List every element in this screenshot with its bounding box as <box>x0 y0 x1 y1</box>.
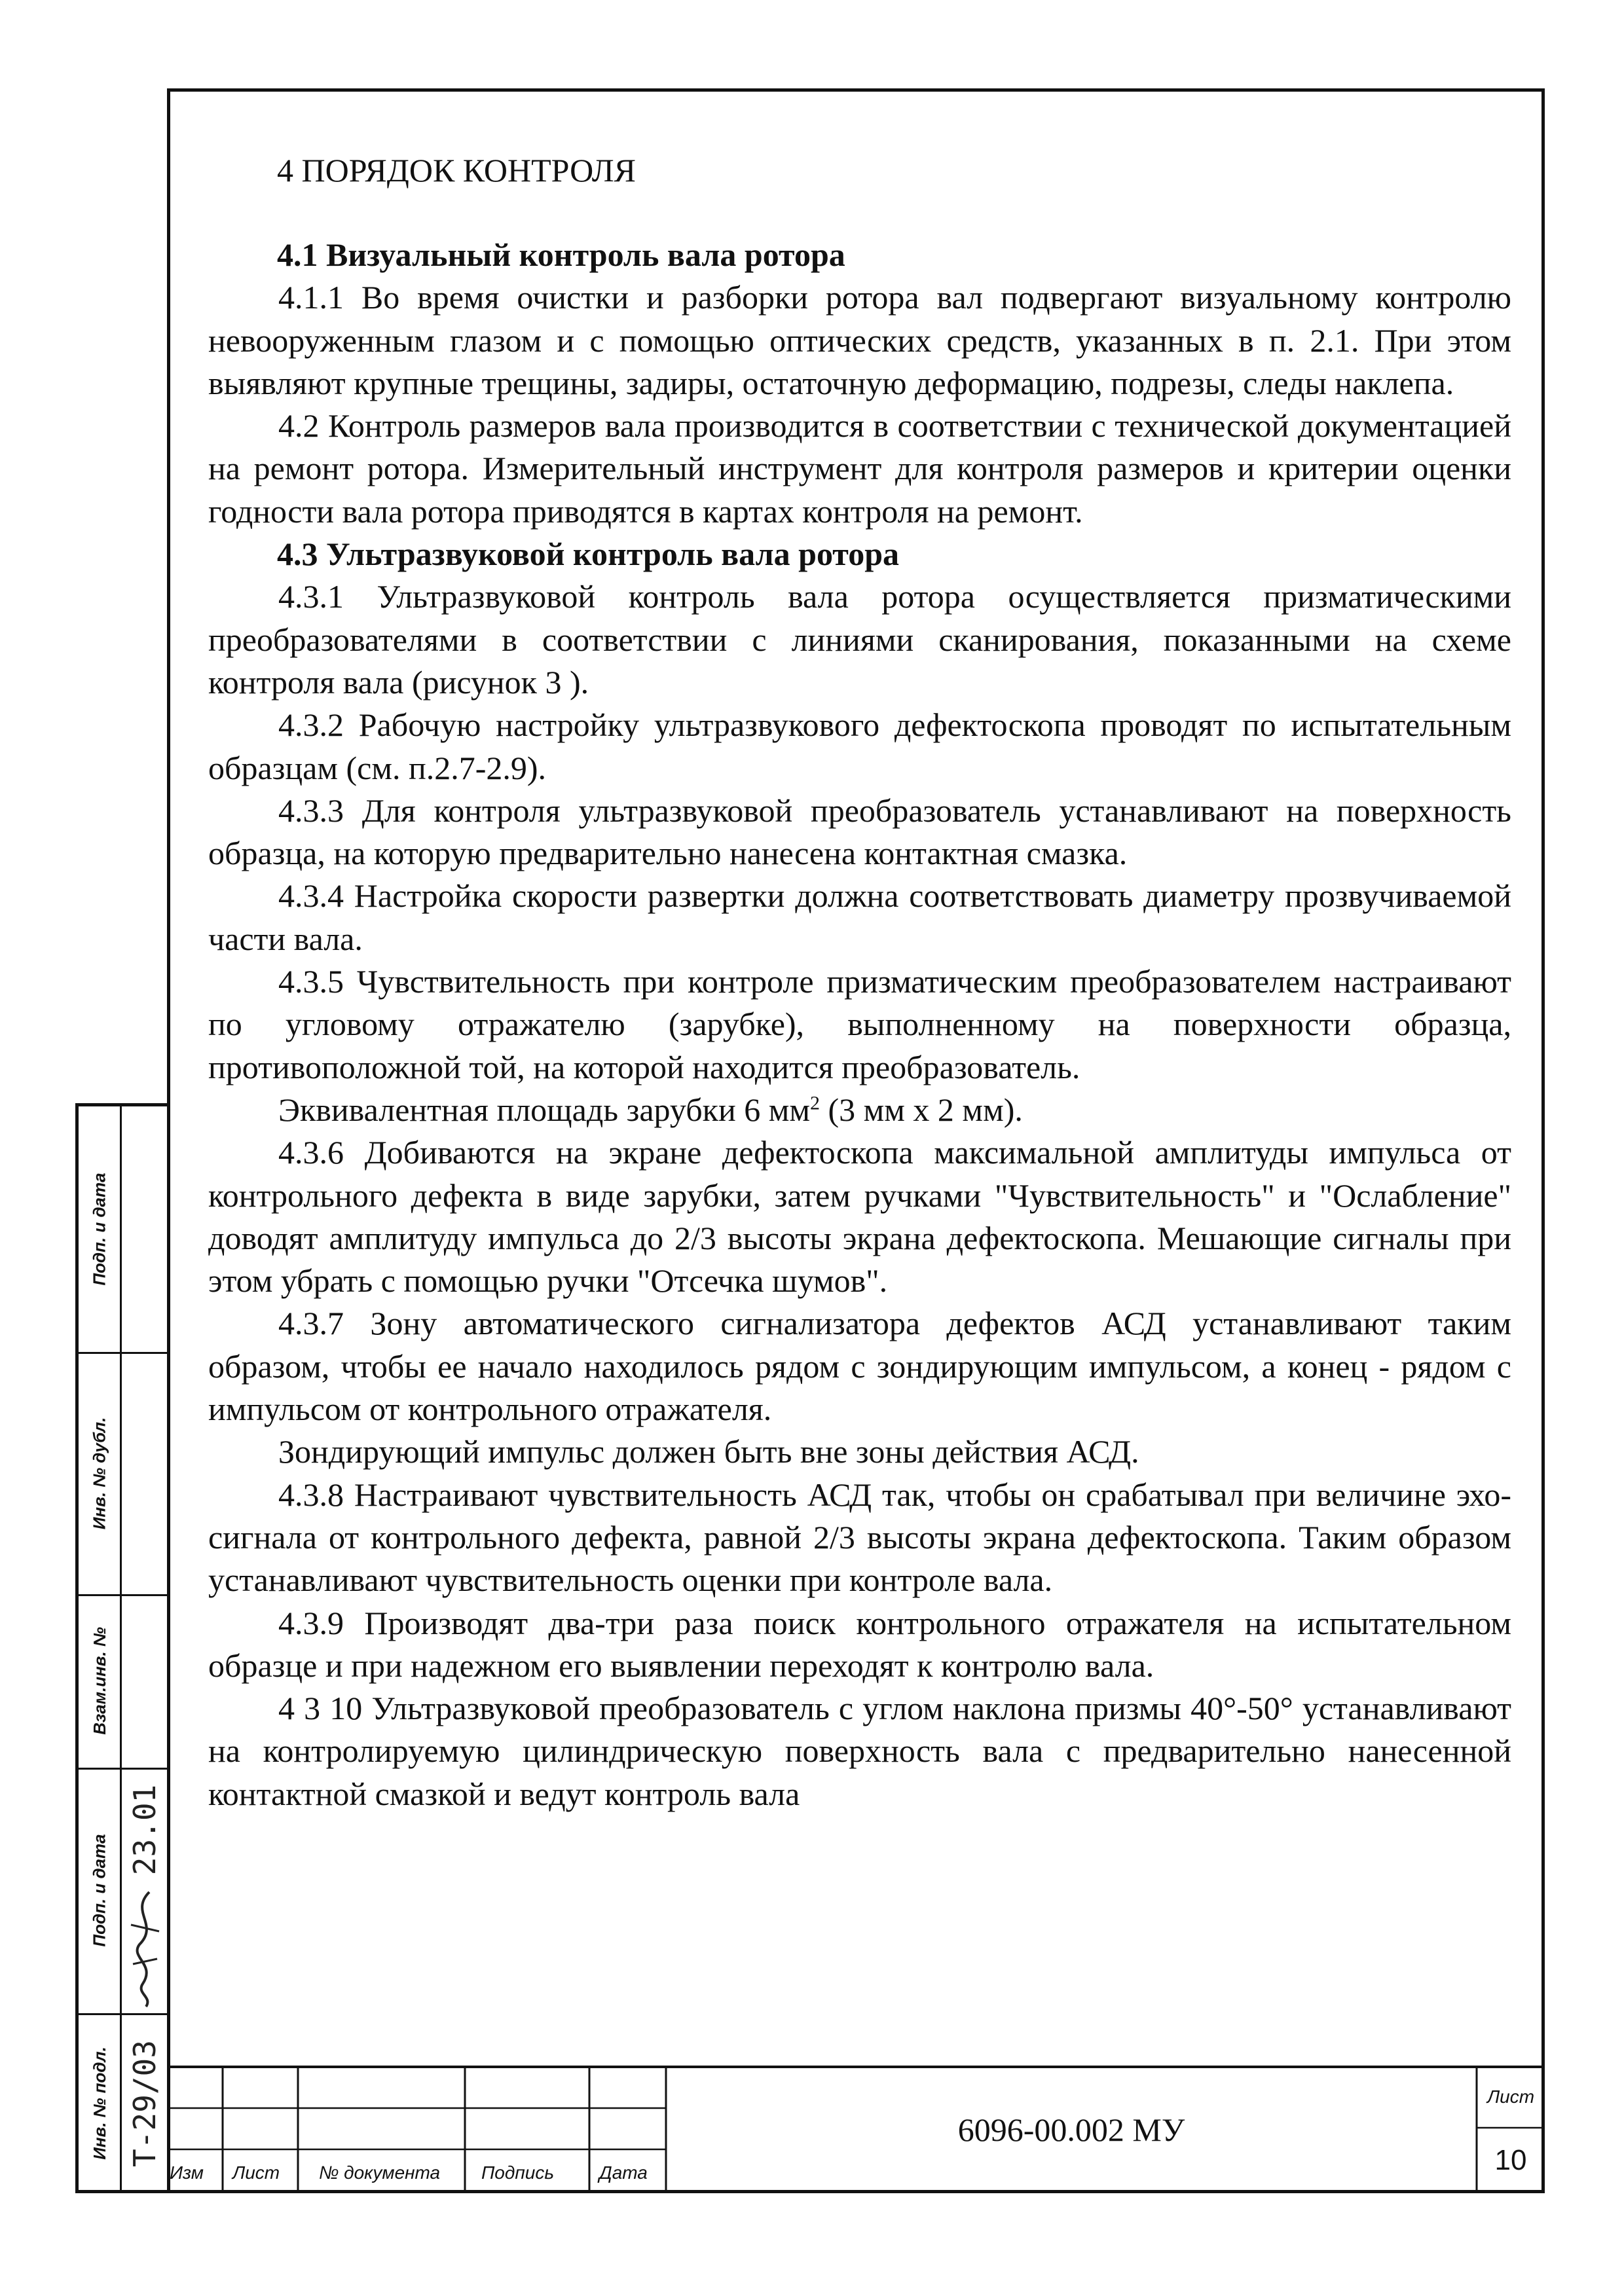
subsection-title-4-3: 4.3 Ультразвуковой контроль вала ротора <box>277 536 899 573</box>
side-label-original-inventory: Инв. № подл. <box>89 2047 109 2160</box>
side-label-sign-date-top: Подп. и дата <box>89 1173 109 1286</box>
handwritten-date: 23.01 <box>127 1784 163 1876</box>
side-label-replacement-inventory: Взам.инв. № <box>89 1627 109 1735</box>
signature-mark <box>123 1886 166 2010</box>
sheet-number: 10 <box>1494 2144 1527 2176</box>
paragraph-4-3-1: 4.3.1 Ультразвуковой контроль вала ротора осуществляется призматическими преобразователями в соответствии с линиями сканирования, показанными на схеме контроля вала (рисунок 3 ). <box>208 578 1511 701</box>
section-heading: 4 ПОРЯДОК КОНТРОЛЯ <box>277 152 636 189</box>
notch-area-text: Эквивалентная площадь зарубки 6 мм <box>278 1091 810 1128</box>
document-body <box>208 141 1511 1815</box>
paragraph-4-3-4: 4.3.4 Настройка скорости развертки должна соответствовать диаметру прозвучиваемой части вала. <box>208 877 1511 957</box>
paragraph-4-3-7: 4.3.7 Зону автоматического сигнализатора дефектов АСД устанавливают таким образом, чтобы ее начало находилось рядом с зондирующим импульсом, а конец - рядом с импульсом от контрольного отражателя. <box>208 1305 1511 1428</box>
subsection-title-4-1: 4.1 Визуальный контроль вала ротора <box>277 236 845 273</box>
sheet-label: Лист <box>1486 2086 1535 2107</box>
paragraph-4-1-1: 4.1.1 Во время очистки и разборки ротора вал подвергают визуальному контролю невооруженным глазом и с помощью оптических средств, указанных в п. 2.1. При этом выявляют крупные трещины, задиры, остаточную деформацию, подрезы, следы наклепа. <box>208 279 1511 401</box>
paragraph-4-3-8: 4.3.8 Настраивают чувствительность АСД так, чтобы он срабатывал при величине эхо-сигнала от контрольного дефекта, равной 2/3 высоты экрана дефектоскопа. Таким образом устанавливают чувствительность оценки при контроле вала. <box>208 1476 1511 1599</box>
column-label-change: Изм <box>170 2162 204 2183</box>
notch-area-superscript: 2 <box>810 1092 820 1114</box>
paragraph-4-3-6: 4.3.6 Добиваются на экране дефектоскопа максимальной амплитуды импульса от контрольного дефекта в виде зарубки, затем ручками "Чувствительность" и "Ослабление" доводят амплитуду импульса до 2/3 высоты экрана дефектоскопа. Мешающие сигналы при этом убрать с помощью ручки "Отсечка шумов". <box>208 1134 1511 1300</box>
side-label-duplicate-inventory: Инв. № дубл. <box>89 1417 109 1529</box>
paragraph-4-3-5: 4.3.5 Чувствительность при контроле призматическим преобразователем настраивают по угловому отражателю (зарубке), выполненному на поверхности образца, противоположной той, на которой находится преобразователь. <box>208 963 1511 1085</box>
side-stamp <box>75 1103 167 2193</box>
paragraph-4-3-3: 4.3.3 Для контроля ультразвуковой преобразователь устанавливают на поверхность образца, на которую предварительно нанесена контактная смазка. <box>208 792 1511 872</box>
paragraph-probe-pulse: Зондирующий импульс должен быть вне зоны действия АСД. <box>278 1433 1139 1470</box>
side-label-sign-date-bottom: Подп. и дата <box>89 1834 109 1947</box>
paragraph-notch-area <box>208 1089 1511 1131</box>
notch-area-dimensions: (3 мм х 2 мм). <box>820 1091 1023 1128</box>
paragraph-4-3-10: 4 3 10 Ультразвуковой преобразователь с углом наклона призмы 40°-50° устанавливают на контролируемую цилиндрическую поверхность вала с предварительно нанесенной контактной смазкой и ведут контроль вала <box>208 1690 1511 1812</box>
column-label-document-number: № документа <box>319 2162 441 2183</box>
column-label-date: Дата <box>599 2162 648 2183</box>
column-label-signature: Подпись <box>481 2162 555 2183</box>
paragraph-4-2: 4.2 Контроль размеров вала производится в соответствии с технической документацией на ремонт ротора. Измерительный инструмент для контроля размеров и критерии оценки годности вала ротора приводятся в картах контроля на ремонт. <box>208 407 1511 530</box>
paragraph-4-3-2: 4.3.2 Рабочую настройку ультразвукового дефектоскопа проводят по испытательным образцам (см. п.2.7-2.9). <box>208 706 1511 786</box>
paragraph-4-3-9: 4.3.9 Производят два-три раза поиск контрольного отражателя на испытательном образце и при надежном его выявлении переходят к контролю вала. <box>208 1604 1511 1684</box>
title-block <box>167 2066 1545 2193</box>
document-number: 6096-00.002 МУ <box>957 2111 1185 2148</box>
handwritten-inventory-number: Т-29/03 <box>127 2039 162 2167</box>
column-label-sheet: Лист <box>232 2162 280 2183</box>
